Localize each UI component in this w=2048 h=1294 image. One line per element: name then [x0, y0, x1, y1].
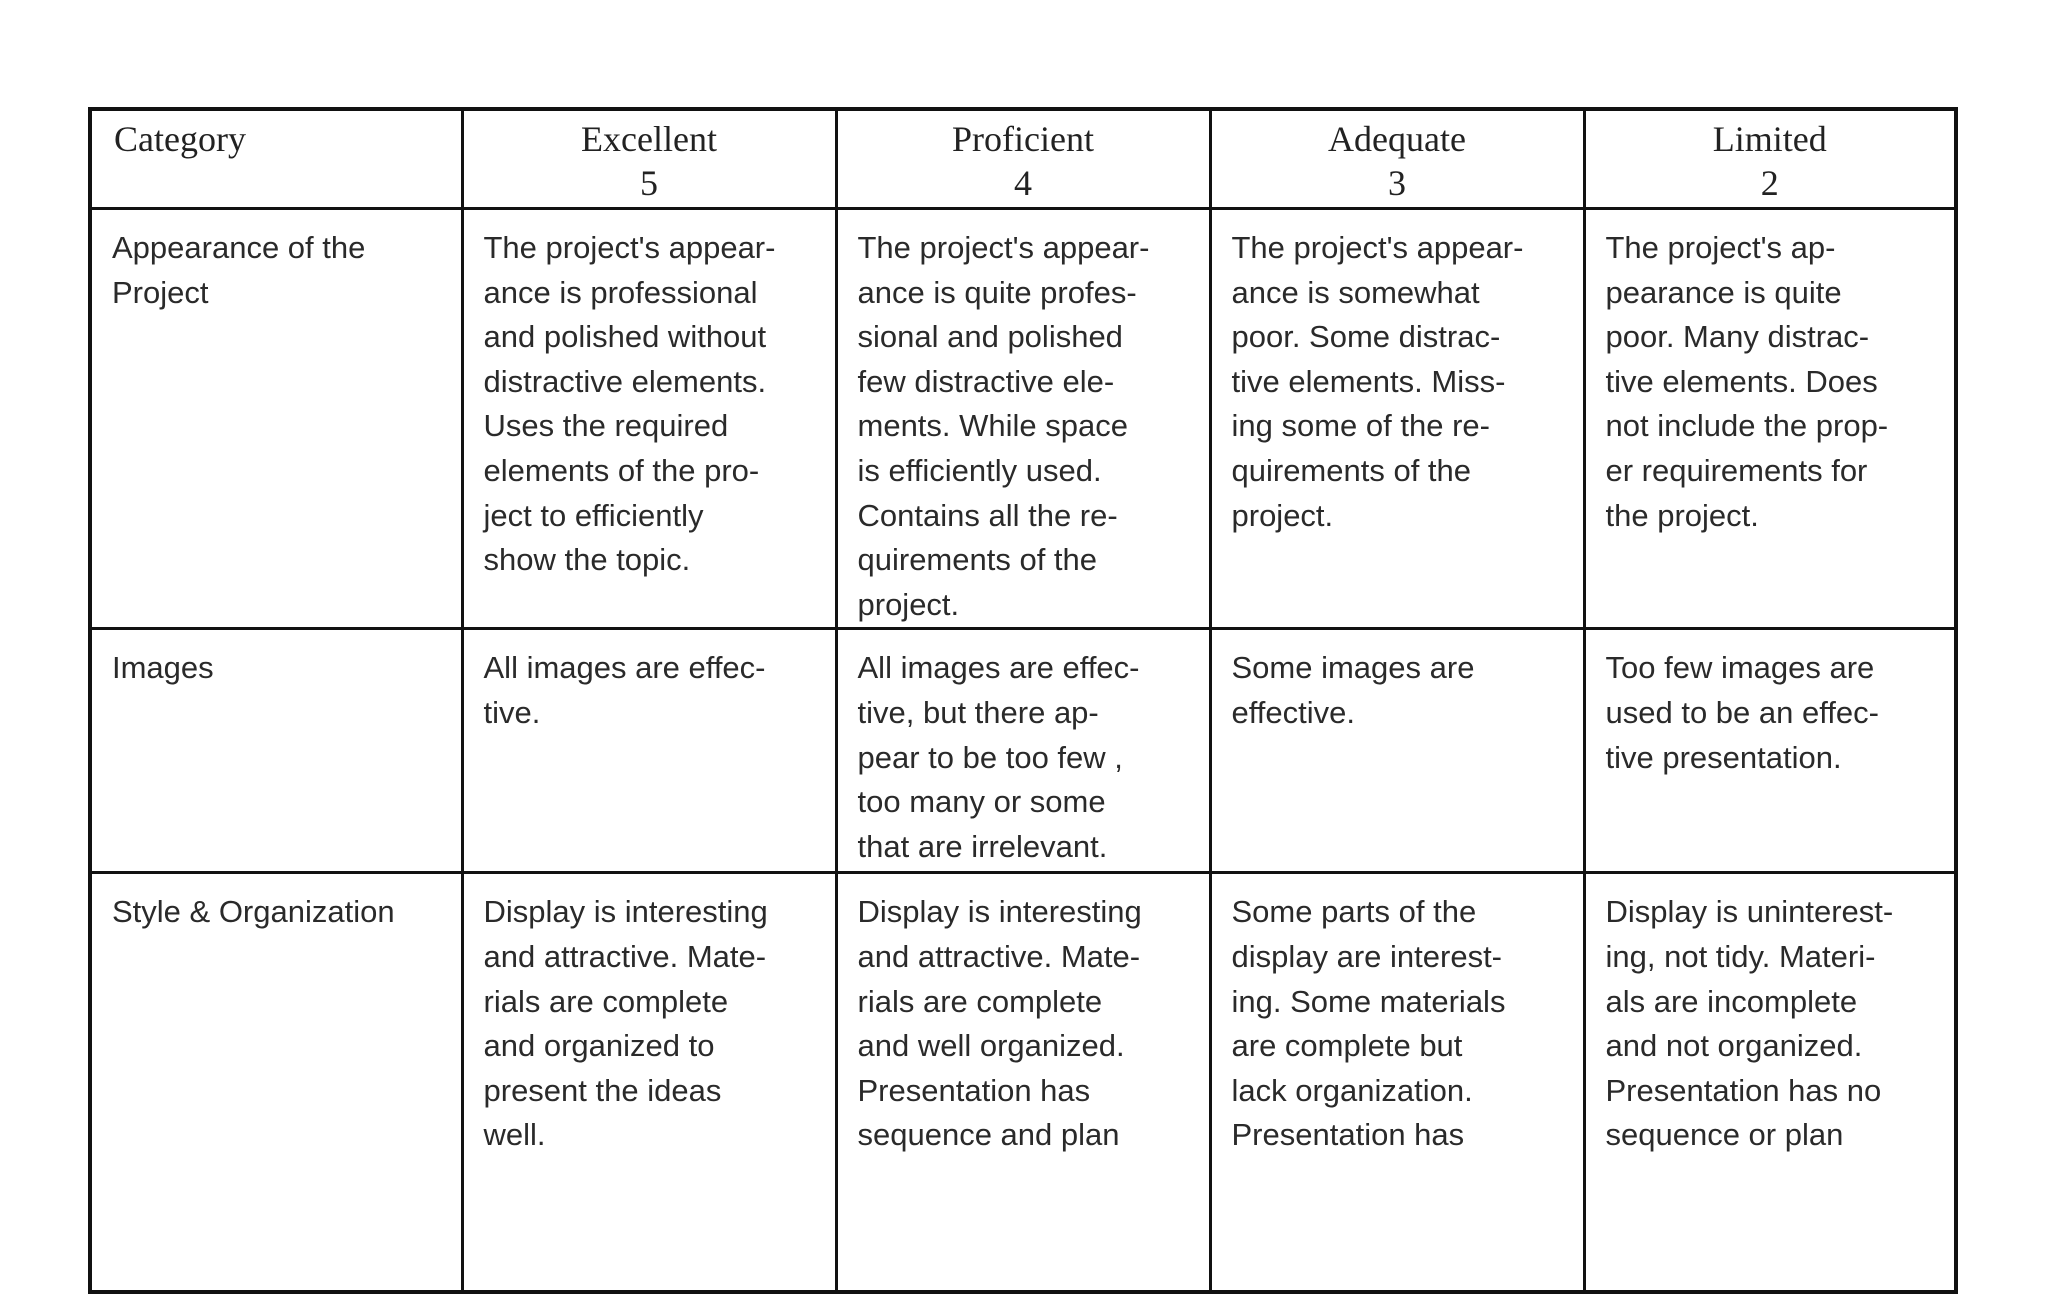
- cell-line: Presentation has: [857, 1072, 1091, 1108]
- cell-line: well.: [483, 1117, 546, 1153]
- category-line: Appearance of the: [112, 230, 366, 265]
- cell-line: tive elements. Miss-: [1231, 363, 1506, 399]
- cell-line: Some parts of the: [1231, 894, 1477, 930]
- level-name: Limited: [1712, 119, 1827, 159]
- cell-line: tive.: [483, 694, 541, 730]
- cell-line: er requirements for: [1605, 452, 1868, 488]
- cell-line: The project's appear-: [857, 230, 1150, 265]
- cell-line: show the topic.: [483, 542, 691, 578]
- cell-line: sional and polished: [857, 319, 1123, 355]
- cell-line: Display is interesting: [483, 894, 768, 930]
- cell-line: Presentation has: [1231, 1117, 1465, 1153]
- cell-line: and not organized.: [1605, 1028, 1863, 1064]
- criteria-cell-adequate: [1210, 209, 1584, 629]
- level-name: Excellent: [581, 119, 717, 159]
- cell-line: that are irrelevant.: [857, 828, 1108, 864]
- level-score: 2: [1760, 163, 1779, 203]
- cell-line: Presentation has no: [1605, 1072, 1882, 1108]
- criteria-cell-excellent: [462, 629, 836, 873]
- cell-line: project.: [857, 586, 960, 622]
- cell-line: and well organized.: [857, 1028, 1125, 1064]
- cell-line: rials are complete: [857, 983, 1103, 1019]
- cell-line: elements of the pro-: [483, 452, 760, 488]
- cell-line: The project's ap-: [1605, 230, 1836, 265]
- cell-line: quirements of the: [857, 542, 1098, 578]
- level-header-excellent: [462, 109, 836, 209]
- cell-line: als are incomplete: [1605, 983, 1858, 1019]
- category-line: Style & Organization: [112, 894, 395, 930]
- criteria-cell-proficient: [836, 629, 1210, 873]
- cell-line: and organized to: [483, 1028, 715, 1064]
- cell-line: All images are effec-: [857, 650, 1140, 686]
- cell-line: tive, but there ap-: [857, 694, 1099, 730]
- cell-line: ject to efficiently: [483, 497, 704, 533]
- cell-line: sequence or plan: [1605, 1117, 1844, 1153]
- cell-line: Display is interesting: [857, 894, 1142, 930]
- criteria-cell-limited: [1584, 629, 1956, 873]
- cell-line: Contains all the re-: [857, 497, 1118, 533]
- level-score: 4: [1014, 163, 1032, 203]
- cell-line: tive presentation.: [1605, 739, 1842, 775]
- level-header-limited: [1584, 109, 1956, 209]
- cell-line: too many or some: [857, 784, 1106, 820]
- cell-line: are complete but: [1231, 1028, 1463, 1064]
- level-header-proficient: [836, 109, 1210, 209]
- cell-line: pear to be too few ,: [857, 739, 1123, 775]
- cell-line: project.: [1231, 497, 1334, 533]
- level-name: Proficient: [952, 119, 1094, 159]
- cell-line: few distractive ele-: [857, 363, 1115, 399]
- cell-line: Too few images are: [1605, 650, 1875, 686]
- rubric-table: [88, 107, 1958, 1294]
- criteria-cell-limited: [1584, 209, 1956, 629]
- category-line: Project: [112, 274, 209, 310]
- category-line: Images: [112, 650, 214, 686]
- cell-line: used to be an effec-: [1605, 694, 1879, 730]
- header-row: [90, 109, 1956, 209]
- category-header: Category: [90, 109, 462, 209]
- cell-line: present the ideas: [483, 1072, 722, 1108]
- cell-line: ments. While space: [857, 408, 1128, 444]
- cell-line: The project's appear-: [1231, 230, 1524, 265]
- cell-line: and polished without: [483, 319, 767, 355]
- criteria-cell-excellent: [462, 209, 836, 629]
- criteria-cell-adequate: [1210, 629, 1584, 873]
- cell-line: All images are effec-: [483, 650, 766, 686]
- level-header-adequate: [1210, 109, 1584, 209]
- category-cell: [90, 209, 462, 629]
- category-cell: [90, 629, 462, 873]
- level-name: Adequate: [1328, 119, 1466, 159]
- cell-line: is efficiently used.: [857, 452, 1102, 488]
- criteria-cell-proficient: [836, 209, 1210, 629]
- cell-line: sequence and plan: [857, 1117, 1120, 1153]
- cell-line: poor. Many distrac-: [1605, 319, 1870, 355]
- criteria-cell-excellent: [462, 873, 836, 1293]
- cell-line: lack organization.: [1231, 1072, 1473, 1108]
- cell-line: the project.: [1605, 497, 1759, 533]
- criteria-cell-proficient: [836, 873, 1210, 1293]
- category-cell: [90, 873, 462, 1293]
- cell-line: display are interest-: [1231, 938, 1503, 974]
- cell-line: ance is professional: [483, 274, 758, 310]
- cell-line: ance is quite profes-: [857, 274, 1137, 310]
- level-score: 3: [1388, 163, 1406, 203]
- criteria-cell-adequate: [1210, 873, 1584, 1293]
- cell-line: ing some of the re-: [1231, 408, 1490, 444]
- cell-line: poor. Some distrac-: [1231, 319, 1501, 355]
- cell-line: pearance is quite: [1605, 274, 1842, 310]
- cell-line: effective.: [1231, 694, 1356, 730]
- rubric-row-style-organization: [90, 873, 1956, 1293]
- cell-line: ing, not tidy. Materi-: [1605, 938, 1876, 974]
- cell-line: Uses the required: [483, 408, 729, 444]
- cell-line: quirements of the: [1231, 452, 1472, 488]
- level-score: 5: [640, 163, 658, 203]
- cell-line: ing. Some materials: [1231, 983, 1506, 1019]
- cell-line: rials are complete: [483, 983, 729, 1019]
- rubric-row-appearance: [90, 209, 1956, 629]
- cell-line: and attractive. Mate-: [857, 938, 1141, 974]
- cell-line: and attractive. Mate-: [483, 938, 767, 974]
- cell-line: ance is somewhat: [1231, 274, 1480, 310]
- cell-line: The project's appear-: [483, 230, 776, 265]
- rubric-row-images: [90, 629, 1956, 873]
- cell-line: not include the prop-: [1605, 408, 1889, 444]
- cell-line: Some images are: [1231, 650, 1475, 686]
- cell-line: tive elements. Does: [1605, 363, 1878, 399]
- criteria-cell-limited: [1584, 873, 1956, 1293]
- cell-line: Display is uninterest-: [1605, 894, 1894, 930]
- cell-line: distractive elements.: [483, 363, 767, 399]
